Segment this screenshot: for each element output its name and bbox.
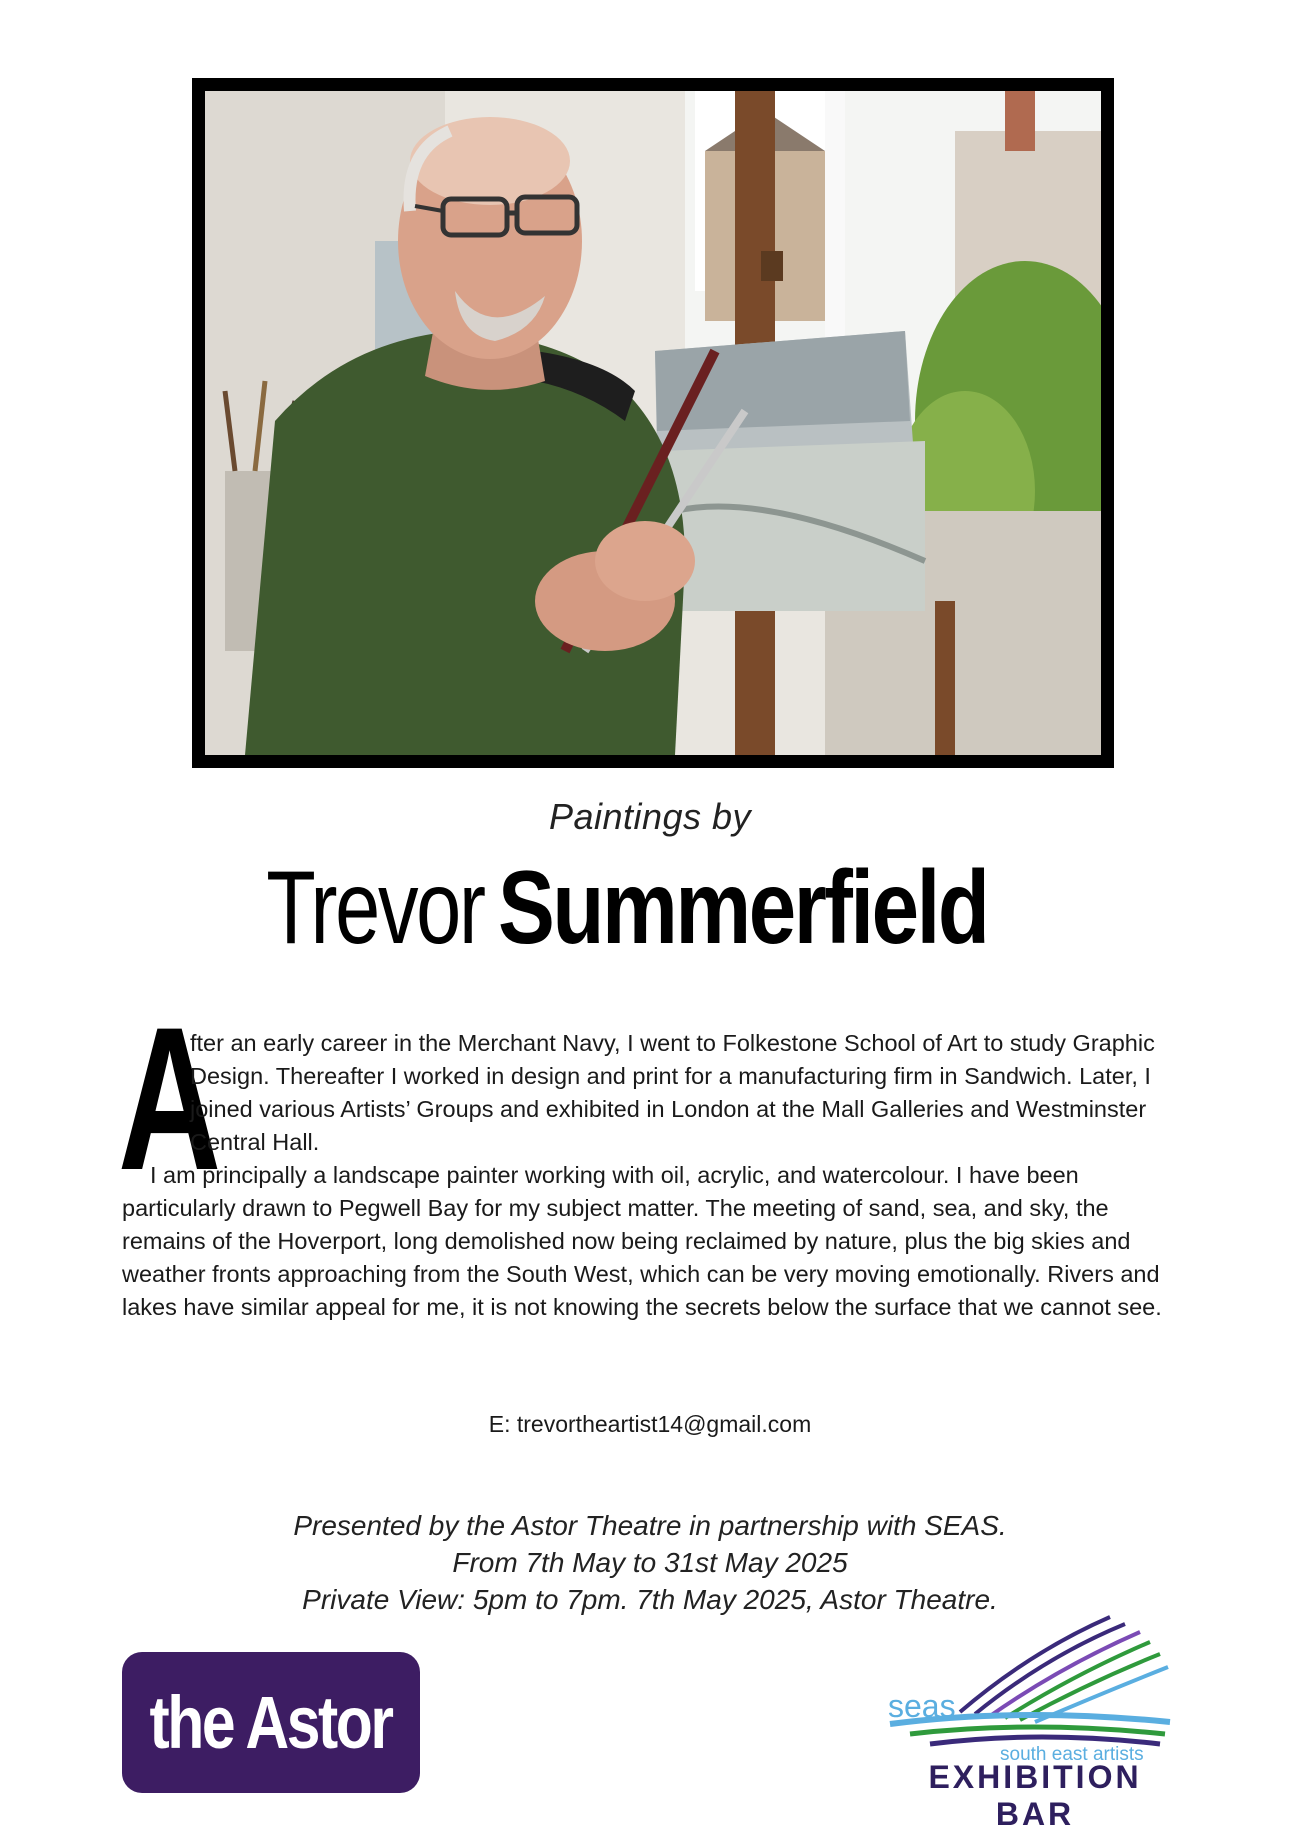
bio-dropcap: A — [118, 985, 222, 1213]
artist-name — [0, 848, 1300, 968]
artist-portrait-illustration — [205, 91, 1101, 755]
bio-body — [122, 1159, 1192, 1324]
contact-email: E: trevortheartist14@gmail.com — [488, 1411, 812, 1437]
artist-photo — [192, 78, 1114, 768]
bio-paragraph-2: I am principally a landscape painter working with oil, acrylic, and watercolour. I have been particularly drawn to Pegwell Bay for my subject matter. The meeting of sand, sea, and sky, the remains of the Hoverport, long demolished now being reclaimed by nature, plus the big skies and weather fronts approaching from the South West, which can be very moving emotionally. Rivers and lakes have similar appeal for me, it is not knowing the secrets below the surface that we cannot see. — [122, 1162, 1162, 1320]
seas-logo-tagline: south east artists — [1000, 1744, 1144, 1762]
exhibition-bar-label: EXHIBITION BAR — [928, 1759, 1142, 1832]
astor-theatre-logo — [122, 1652, 420, 1793]
event-line-dates: From 7th May to 31st May 2025 — [452, 1547, 848, 1578]
artist-last-name: Summerfield — [497, 850, 988, 966]
seas-logo-name: seas — [888, 1688, 956, 1724]
event-details — [0, 1507, 1300, 1618]
artist-first-name: Trevor — [266, 850, 484, 966]
event-line-presented: Presented by the Astor Theatre in partnership with SEAS. — [293, 1510, 1007, 1541]
seas-swoosh-icon — [890, 1617, 1170, 1744]
astor-logo-text: the Astor — [150, 1681, 392, 1764]
bio-intro-text: fter an early career in the Merchant Navy, I went to Folkestone School of Art to study Graphic Design. Thereafter I worked in design and print for a manufacturing firm in Sandwich. Later, I joined various Artists’ Groups and exhibited in London at the Mall Galleries and Westminster Central Hall. — [190, 1030, 1155, 1155]
bio-intro — [190, 1027, 1180, 1159]
subtitle-paintings-by: Paintings by — [548, 796, 752, 837]
event-line-private-view: Private View: 5pm to 7pm. 7th May 2025, Astor Theatre. — [302, 1584, 998, 1615]
seas-logo — [880, 1612, 1180, 1762]
